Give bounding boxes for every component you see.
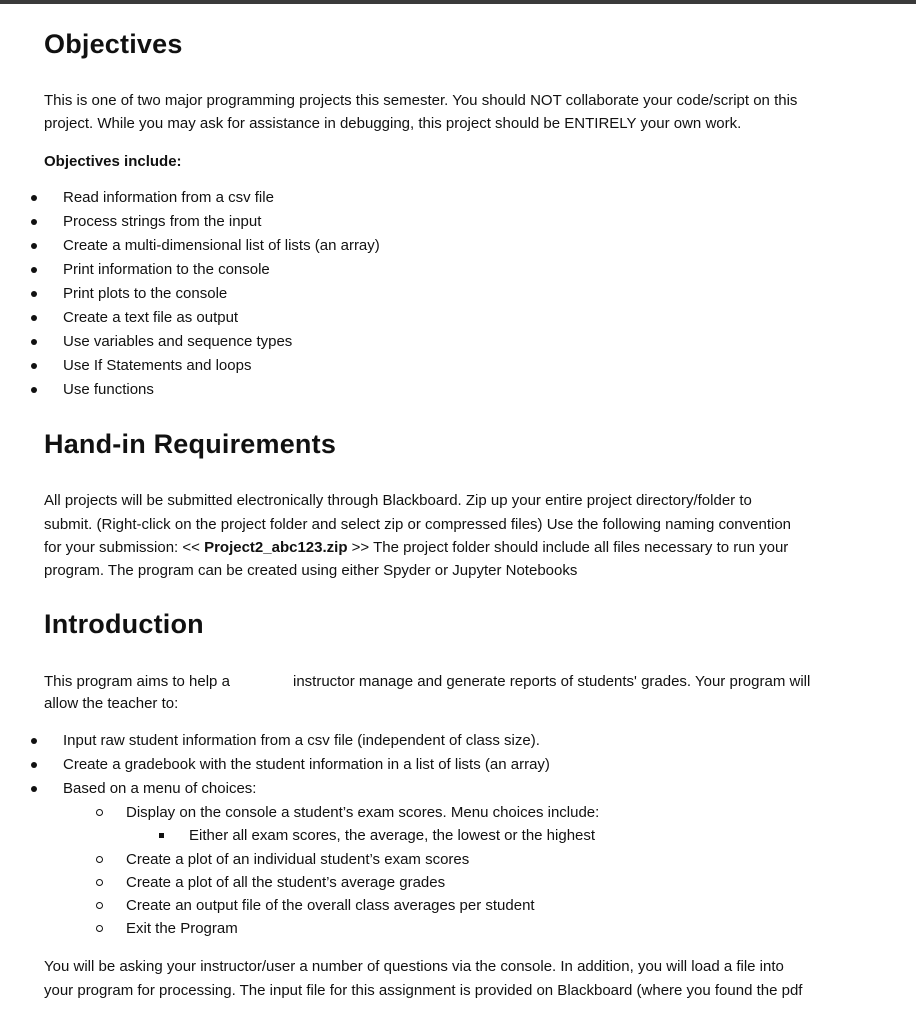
- circle-bullet-icon: [96, 925, 103, 932]
- menu-choices-list: [0, 801, 599, 824]
- intro-line-1: This program aims to help a instructor manage and generate reports of students' grades. Your program will: [44, 673, 811, 690]
- handin-line-1: All projects will be submitted electronically through Blackboard. Zip up your entire project directory/folder to: [44, 492, 752, 509]
- objectives-list-title: Objectives include:: [44, 153, 182, 170]
- circle-bullet-icon: [96, 856, 103, 863]
- filename-convention: Project2_abc123.zip: [204, 539, 348, 556]
- handin-line-4: program. The program can be created using either Spyder or Jupyter Notebooks: [44, 562, 578, 579]
- bullet-icon: [31, 315, 37, 321]
- handin-heading: Hand-in Requirements: [44, 429, 337, 459]
- list-item: Input raw student information from a csv file (independent of class size).: [0, 729, 550, 753]
- objectives-intro-line-1: This is one of two major programming projects this semester. You should NOT collaborate your code/script on this: [44, 92, 798, 109]
- list-item: Print information to the console: [0, 258, 380, 282]
- objectives-intro-line-2: project. While you may ask for assistance in debugging, this project should be ENTIRELY your own work.: [44, 115, 742, 132]
- list-item: Use functions: [0, 378, 380, 402]
- square-bullet-icon: [159, 833, 164, 838]
- list-item: Print plots to the console: [0, 282, 380, 306]
- bullet-icon: [31, 291, 37, 297]
- list-item: Read information from a csv file: [0, 186, 380, 210]
- bullet-icon: [31, 363, 37, 369]
- list-item: Create a plot of an individual student’s exam scores: [0, 848, 535, 871]
- list-item: Create a plot of all the student’s average grades: [0, 871, 535, 894]
- intro-line-2: allow the teacher to:: [44, 695, 179, 712]
- list-item: Create a text file as output: [0, 306, 380, 330]
- list-item: Use variables and sequence types: [0, 330, 380, 354]
- list-item: Use If Statements and loops: [0, 354, 380, 378]
- menu-choices-list-continued: [0, 848, 535, 940]
- list-item: Create a gradebook with the student information in a list of lists (an array): [0, 753, 550, 777]
- bullet-icon: [31, 786, 37, 792]
- list-item: Based on a menu of choices:: [0, 777, 550, 801]
- bullet-icon: [31, 267, 37, 273]
- list-item: Process strings from the input: [0, 210, 380, 234]
- closing-line-1: You will be asking your instructor/user a number of questions via the console. In addition, you will load a file into: [44, 958, 784, 975]
- bullet-icon: [31, 243, 37, 249]
- menu-sublist: [0, 824, 595, 847]
- bullet-icon: [31, 738, 37, 744]
- list-item: Exit the Program: [0, 917, 535, 940]
- circle-bullet-icon: [96, 902, 103, 909]
- handin-line-3: for your submission: << Project2_abc123.zip >> The project folder should include all files necessary to run your: [44, 539, 789, 556]
- bullet-icon: [31, 762, 37, 768]
- list-item: Create an output file of the overall class averages per student: [0, 894, 535, 917]
- handin-line-2: submit. (Right-click on the project folder and select zip or compressed files) Use the following naming convention: [44, 516, 792, 533]
- objectives-list: [0, 186, 380, 402]
- circle-bullet-icon: [96, 879, 103, 886]
- introduction-heading: Introduction: [44, 609, 204, 639]
- bullet-icon: [31, 387, 37, 393]
- list-item: Create a multi-dimensional list of lists (an array): [0, 234, 380, 258]
- top-border: [0, 0, 916, 4]
- bullet-icon: [31, 339, 37, 345]
- bullet-icon: [31, 219, 37, 225]
- circle-bullet-icon: [96, 809, 103, 816]
- bullet-icon: [31, 195, 37, 201]
- list-item: Display on the console a student’s exam scores. Menu choices include:: [0, 801, 599, 824]
- objectives-heading: Objectives: [44, 29, 183, 59]
- closing-line-2: your program for processing. The input file for this assignment is provided on Blackboard (where you found the pdf: [44, 982, 803, 999]
- introduction-list: [0, 729, 550, 801]
- list-item: Either all exam scores, the average, the lowest or the highest: [0, 824, 595, 847]
